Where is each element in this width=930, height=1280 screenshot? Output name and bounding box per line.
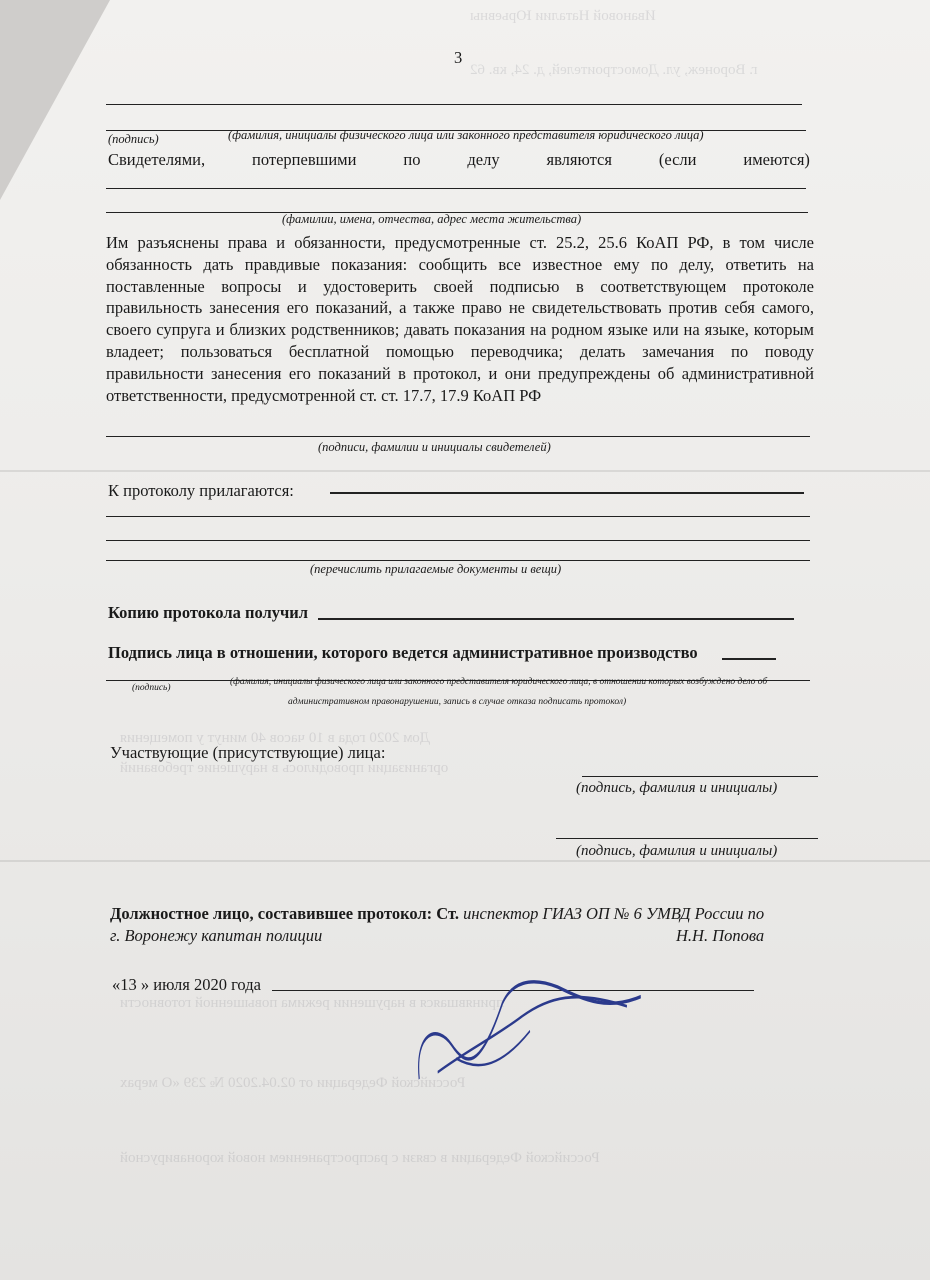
official-label: Должностное лицо, составившее протокол: Ст. (110, 904, 459, 923)
underline (722, 658, 776, 660)
witnesses-row (108, 150, 810, 170)
torn-corner (0, 0, 110, 200)
person-name-caption: административном правонарушении, запись в случае отказа подписать протокол) (288, 697, 627, 707)
participants-caption: (подпись, фамилия и инициалы) (576, 843, 778, 859)
witnesses-word: по (403, 150, 421, 169)
paper-fold (0, 860, 930, 862)
show-through-text: организации проводилось в нарушение требований (120, 760, 449, 776)
underline (106, 560, 810, 561)
show-through-text: Дом 2020 года в 10 часов 40 минут у помещения (120, 730, 431, 746)
underline (330, 492, 804, 494)
witnesses-word: (если (658, 150, 697, 169)
underline (106, 516, 810, 517)
witnesses-word: имеются) (743, 150, 810, 169)
page-number: 3 (454, 48, 463, 67)
underline (582, 776, 818, 777)
show-through-text: Российской Федерации в связи с распространением новой коронавирусной (120, 1150, 600, 1166)
handwritten-signature (410, 976, 650, 1086)
attachments-label: К протоколу прилагаются: (108, 481, 294, 500)
official-position: г. Воронежу капитан полиции (110, 926, 323, 945)
participants-caption: (подпись, фамилия и инициалы) (576, 780, 778, 796)
show-through-text: принявшаяся в нарушении режима повышенной готовности (120, 995, 505, 1011)
underline (106, 104, 802, 105)
witnesses-word: потерпевшими (252, 150, 357, 169)
show-through-text: Российской Федерации от 02.04.2020 № 239 «О мерах (120, 1075, 466, 1091)
rights-paragraph: Им разъяснены права и обязанности, предусмотренные ст. 25.2, 25.6 КоАП РФ, в том числе обязанность дать правдивые показания: сообщить все известное ему по делу, ответить на поставленные вопросы и удостоверить своей подписью в соответствующем протоколе правильность занесения его показаний, а также право не свидетельствовать против себя самого, своего супруга и близких родственников; давать показания на родном языке или на языке, которым владеет; пользоваться бесплатной помощью переводчика; делать замечания по поводу правильности занесения его показаний в протокол, и они предупреждены об административной ответственности, предусмотренной ст. ст. 17.7, 17.9 КоАП РФ (106, 233, 814, 405)
underline (318, 618, 794, 620)
official-name: Н.Н. Попова (676, 926, 765, 945)
official-line (110, 904, 764, 924)
person-sig-caption: (подпись) (132, 683, 171, 693)
witness-sign-caption: (подписи, фамилии и инициалы свидетелей) (318, 440, 551, 454)
underline (556, 838, 818, 839)
official-position: инспектор ГИАЗ ОП № 6 УМВД России по (463, 904, 765, 923)
show-through-text: Ивановой Наталии Юрьевны (470, 8, 656, 24)
participants-label: Участвующие (присутствующие) лица: (110, 743, 386, 762)
witnesses-word: Свидетелями, (108, 150, 206, 169)
witnesses-caption: (фамилии, имена, отчества, адрес места жительства) (282, 212, 582, 226)
protocol-date: «13 » июля 2020 года (112, 975, 261, 994)
attachments-caption: (перечислить прилагаемые документы и вещи) (310, 562, 562, 576)
signature-caption: (подпись) (108, 132, 159, 146)
underline (106, 188, 806, 189)
person-name-caption: (фамилия, инициалы физического лица или законного представителя юридического лица, в отношении которых возбуждено дело об (230, 677, 768, 687)
witnesses-word: являются (546, 150, 612, 169)
copy-received-label: Копию протокола получил (108, 603, 309, 622)
paper-fold (0, 470, 930, 472)
underline (106, 436, 810, 437)
witnesses-word: делу (467, 150, 500, 169)
show-through-text: г. Воронеж, ул. Домостроителей, д. 24, кв. 62 (470, 62, 758, 78)
underline (106, 540, 810, 541)
name-caption: (фамилия, инициалы физического лица или законного представителя юридического лица) (228, 128, 704, 142)
person-signature-label: Подпись лица в отношении, которого ведется административное производство (108, 643, 698, 662)
